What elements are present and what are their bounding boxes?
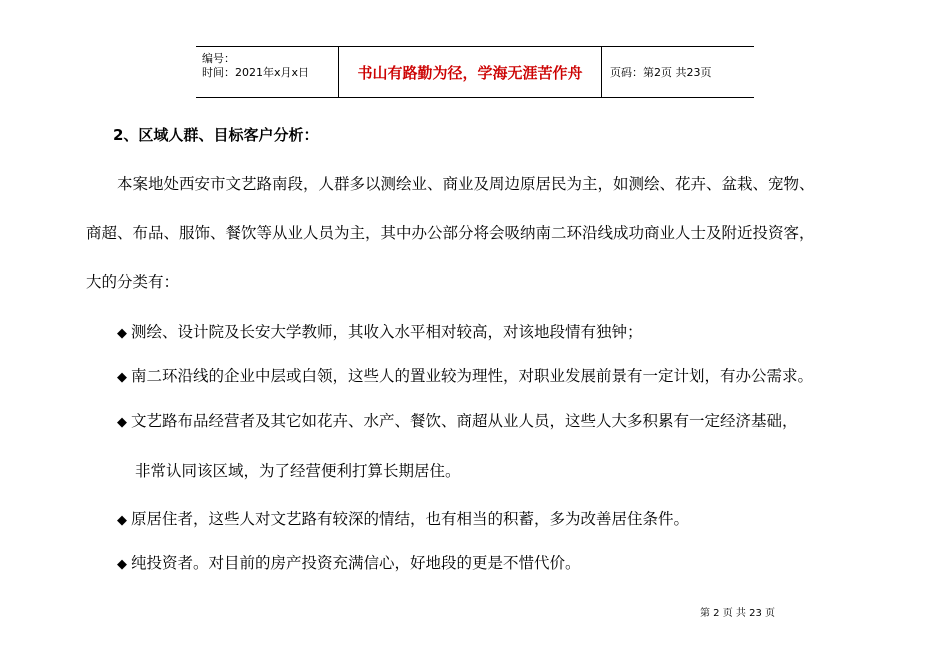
bullet-text: 原居住者，这些人对文艺路有较深的情结，也有相当的积蓄，多为改善居住条件。	[131, 510, 690, 528]
bullet-text: 文艺路布品经营者及其它如花卉、水产、餐饮、商超从业人员，这些人大多积累有一定经济基础，	[131, 412, 798, 430]
bullet-item	[117, 551, 581, 573]
bullet-item	[117, 507, 689, 529]
header-page-label: 页码：第2页 共23页	[610, 66, 712, 79]
diamond-bullet-icon: ◆	[117, 557, 127, 572]
bullet-item	[117, 320, 643, 342]
page-header	[196, 46, 754, 98]
diamond-bullet-icon: ◆	[117, 326, 127, 341]
bullet-text: 南二环沿线的企业中层或白领，这些人的置业较为理性，对职业发展前景有一定计划，有办公需求。	[131, 367, 814, 385]
bullet-item	[117, 364, 813, 386]
header-meta-cell	[196, 47, 339, 97]
header-number-label: 编号：	[202, 52, 235, 65]
paragraph-line-3: 大的分类有：	[86, 273, 180, 291]
bullet-item	[117, 409, 798, 431]
page-footer: 第 2 页 共 23 页	[700, 608, 775, 619]
header-motto: 书山有路勤为径，学海无涯苦作舟	[339, 47, 602, 97]
paragraph-line-2: 商超、布品、服饰、餐饮等从业人员为主，其中办公部分将会吸纳南二环沿线成功商业人士及附近投资客，	[86, 224, 815, 242]
diamond-bullet-icon: ◆	[117, 415, 127, 430]
bullet-text: 纯投资者。对目前的房产投资充满信心，好地段的更是不惜代价。	[131, 554, 581, 572]
paragraph-line-1: 本案地处西安市文艺路南段，人群多以测绘业、商业及周边原居民为主，如测绘、花卉、盆栽、宠物、	[117, 175, 815, 193]
diamond-bullet-icon: ◆	[117, 370, 127, 385]
bullet-continuation: 非常认同该区域，为了经营便利打算长期居住。	[135, 462, 461, 480]
section-title: 2、区域人群、目标客户分析：	[113, 126, 319, 144]
diamond-bullet-icon: ◆	[117, 513, 127, 528]
bullet-text: 测绘、设计院及长安大学教师，其收入水平相对较高，对该地段情有独钟；	[131, 323, 643, 341]
header-time-label: 时间：2021年x月x日	[202, 66, 310, 79]
